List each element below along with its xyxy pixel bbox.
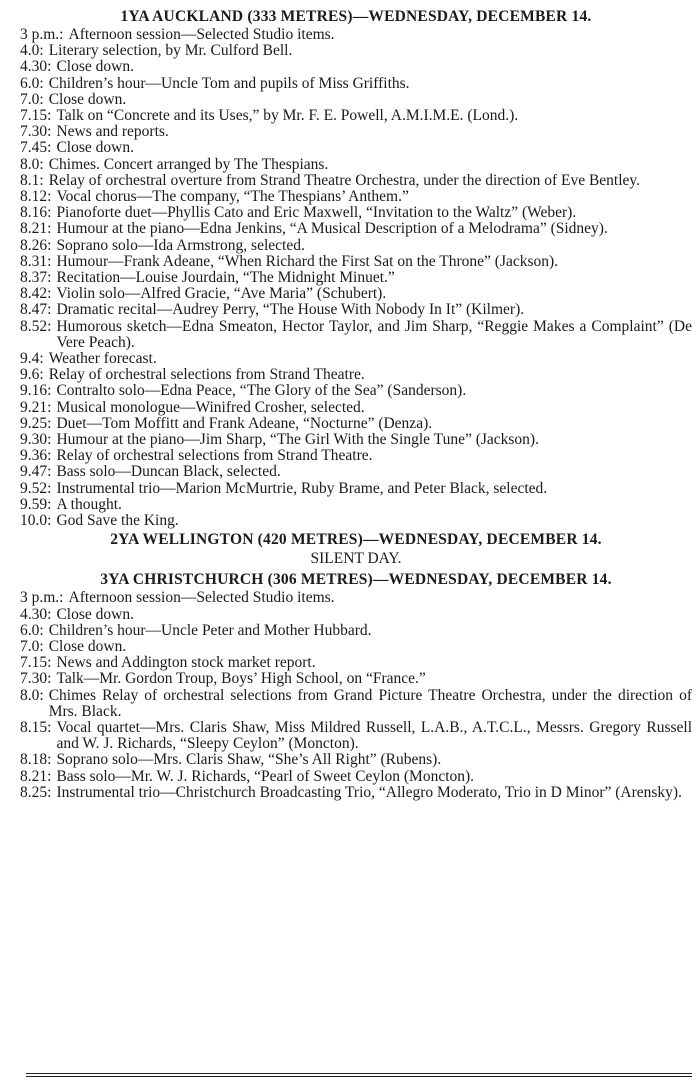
entry-time: 9.47:	[20, 463, 52, 481]
entry-time: 4.0:	[20, 42, 44, 60]
programme-entry	[20, 238, 692, 254]
entry-description: Bass solo—Duncan Black, selected.	[56, 463, 281, 481]
programme-entry	[20, 497, 692, 513]
entry-description: Humour at the piano—Jim Sharp, “The Girl With the Single Tune” (Jackson).	[56, 431, 539, 449]
entry-description: Weather forecast.	[48, 350, 157, 368]
entry-description: Talk—Mr. Gordon Troup, Boys’ High School, on “France.”	[56, 670, 426, 688]
entry-time: 8.21:	[20, 767, 52, 785]
entry-description: Soprano solo—Mrs. Claris Shaw, “She’s All Right” (Rubens).	[56, 751, 442, 769]
programme-entry	[20, 513, 692, 529]
entry-time: 9.21:	[20, 398, 52, 416]
entry-description: Dramatic recital—Audrey Perry, “The House With Nobody In It” (Kilmer).	[56, 301, 525, 319]
entry-time: 3 p.m.:	[20, 26, 64, 43]
entry-description: Children’s hour—Uncle Tom and pupils of Miss Griffiths.	[48, 74, 410, 92]
programme-entry	[20, 464, 692, 480]
entry-time: 8.18:	[20, 751, 52, 769]
programme-entry	[20, 688, 692, 720]
entry-description: Close down.	[48, 90, 127, 108]
entry-description: Violin solo—Alfred Gracie, “Ave Maria” (Schubert).	[56, 285, 387, 303]
programme-entry	[20, 92, 692, 108]
entry-time: 8.21:	[20, 220, 52, 238]
entry-time: 9.16:	[20, 382, 52, 400]
entry-description: Relay of orchestral overture from Strand Theatre Orchestra, under the direction of Eve Bentley.	[48, 171, 641, 189]
programme-entry	[20, 400, 692, 416]
entry-description: Literary selection, by Mr. Culford Bell.	[48, 42, 293, 60]
entry-description: Relay of orchestral selections from Strand Theatre.	[56, 447, 373, 465]
section-christchurch	[20, 570, 692, 801]
entry-description: Close down.	[48, 637, 127, 655]
entry-time: 7.0:	[20, 637, 44, 655]
entry-time: 4.30:	[20, 58, 52, 76]
rule-line	[26, 1076, 692, 1077]
entry-time: 9.25:	[20, 414, 52, 432]
entry-description: Duet—Tom Moffitt and Frank Adeane, “Nocturne” (Denza).	[56, 414, 433, 432]
entry-time: 8.47:	[20, 301, 52, 319]
programme-entry	[20, 270, 692, 286]
entry-time: 4.30:	[20, 605, 52, 623]
entry-time: 6.0:	[20, 621, 44, 639]
programme-entry	[20, 189, 692, 205]
station-heading: 2YA WELLINGTON (420 METRES)—WEDNESDAY, DECEMBER 14.	[110, 531, 602, 549]
entry-time: 8.16:	[20, 204, 52, 222]
entry-time: 10.0:	[20, 512, 52, 530]
programme-entry	[20, 720, 692, 752]
programme-entry	[20, 607, 692, 623]
entry-description: Contralto solo—Edna Peace, “The Glory of the Sea” (Sanderson).	[56, 382, 467, 400]
entry-time: 9.30:	[20, 431, 52, 449]
entry-description: Children’s hour—Uncle Peter and Mother Hubbard.	[48, 621, 372, 639]
programme-entry	[20, 302, 692, 318]
programme-entry	[20, 655, 692, 671]
programme-entry	[20, 432, 692, 448]
entry-description: Close down.	[56, 605, 134, 623]
entry-description: Chimes Relay of orchestral selections from Grand Picture Theatre Orchestra, under the direction of Mrs. Black.	[48, 686, 692, 720]
entry-time: 7.0:	[20, 90, 44, 108]
entry-description: Afternoon session—Selected Studio items.	[68, 26, 335, 43]
programme-entry	[20, 124, 692, 140]
entry-description: Chimes. Concert arranged by The Thespians.	[48, 155, 329, 173]
programme-entry	[20, 623, 692, 639]
entry-description: Humour—Frank Adeane, “When Richard the First Sat on the Throne” (Jackson).	[56, 252, 559, 270]
programme-entry	[20, 671, 692, 687]
entry-description: Close down.	[56, 58, 134, 76]
entry-time: 7.30:	[20, 123, 52, 141]
programme-entry	[20, 448, 692, 464]
entry-description: Instrumental trio—Christchurch Broadcasting Trio, “Allegro Moderato, Trio in D Minor” (Arensky).	[56, 783, 682, 801]
entry-time: 8.37:	[20, 269, 52, 287]
programme-entry	[20, 59, 692, 75]
rule-line	[26, 1073, 692, 1074]
entry-time: 8.0:	[20, 686, 44, 704]
silent-day-notice: SILENT DAY.	[310, 550, 402, 568]
programme-entry	[20, 27, 692, 43]
programme-entry	[20, 108, 692, 124]
station-heading: 1YA AUCKLAND (333 METRES)—WEDNESDAY, DECEMBER 14.	[120, 8, 592, 25]
entry-description: Afternoon session—Selected Studio items.	[68, 589, 335, 607]
entry-time: 6.0:	[20, 74, 44, 92]
entry-description: News and reports.	[56, 123, 169, 141]
programme-entry	[20, 416, 692, 432]
entry-time: 3 p.m.:	[20, 589, 64, 607]
entry-description: Bass solo—Mr. W. J. Richards, “Pearl of Sweet Ceylon (Moncton).	[56, 767, 475, 785]
entry-time: 9.52:	[20, 479, 52, 497]
entry-time: 8.15:	[20, 718, 52, 736]
entry-description: Vocal quartet—Mrs. Claris Shaw, Miss Mildred Russell, L.A.B., A.T.C.L., Messrs. Gregory Russell and W. J. Richards, “Sleepy Ceylon” (Moncton).	[56, 718, 692, 753]
entry-time: 8.26:	[20, 236, 52, 254]
programme-list	[20, 590, 692, 801]
programme-entry	[20, 43, 692, 59]
entry-time: 7.45:	[20, 139, 52, 157]
programme-entry	[20, 367, 692, 383]
entry-time: 9.6:	[20, 366, 44, 384]
entry-description: A thought.	[56, 495, 122, 513]
programme-entry	[20, 752, 692, 768]
entry-description: Vocal chorus—The company, “The Thespians’ Anthem.”	[56, 188, 409, 206]
programme-entry	[20, 173, 692, 189]
programme-entry	[20, 785, 692, 801]
entry-description: Pianoforte duet—Phyllis Cato and Eric Maxwell, “Invitation to the Waltz” (Weber).	[56, 204, 577, 222]
entry-description: Humour at the piano—Edna Jenkins, “A Musical Description of a Melodrama” (Sidney).	[56, 220, 608, 238]
entry-time: 9.59:	[20, 495, 52, 513]
programme-entry	[20, 319, 692, 351]
programme-entry	[20, 481, 692, 497]
entry-description: Soprano solo—Ida Armstrong, selected.	[56, 236, 305, 254]
entry-time: 8.1:	[20, 171, 44, 189]
section-wellington	[20, 530, 692, 568]
programme-entry	[20, 140, 692, 156]
entry-description: Close down.	[56, 139, 134, 157]
entry-description: News and Addington stock market report.	[56, 654, 316, 672]
entry-description: Relay of orchestral selections from Strand Theatre.	[48, 366, 365, 384]
programme-entry	[20, 254, 692, 270]
programme-entry	[20, 157, 692, 173]
station-heading: 3YA CHRISTCHURCH (306 METRES)—WEDNESDAY, DECEMBER 14.	[100, 571, 612, 589]
programme-entry	[20, 221, 692, 237]
entry-time: 8.25:	[20, 783, 52, 801]
bottom-double-rule	[26, 1073, 692, 1079]
programme-entry	[20, 286, 692, 302]
programme-entry	[20, 76, 692, 92]
programme-entry	[20, 769, 692, 785]
entry-time: 8.42:	[20, 285, 52, 303]
entry-description: Instrumental trio—Marion McMurtrie, Ruby Brame, and Peter Black, selected.	[56, 479, 548, 497]
entry-time: 9.36:	[20, 447, 52, 465]
programme-entry	[20, 351, 692, 367]
entry-description: Talk on “Concrete and its Uses,” by Mr. F. E. Powell, A.M.I.M.E. (Lond.).	[56, 107, 519, 125]
entry-time: 9.4:	[20, 350, 44, 368]
entry-time: 8.0:	[20, 155, 44, 173]
entry-time: 8.31:	[20, 252, 52, 270]
programme-entry	[20, 205, 692, 221]
entry-description: Humorous sketch—Edna Smeaton, Hector Taylor, and Jim Sharp, “Reggie Makes a Complaint” (De Vere Peach).	[56, 317, 692, 351]
entry-time: 7.30:	[20, 670, 52, 688]
entry-time: 8.12:	[20, 188, 52, 206]
programme-list	[20, 27, 692, 529]
entry-time: 8.52:	[20, 317, 52, 335]
entry-description: Musical monologue—Winifred Crosher, selected.	[56, 398, 365, 416]
entry-description: God Save the King.	[56, 512, 179, 530]
entry-description: Recitation—Louise Jourdain, “The Midnight Minuet.”	[56, 269, 395, 287]
entry-time: 7.15:	[20, 107, 52, 125]
programme-entry	[20, 639, 692, 655]
entry-time: 7.15:	[20, 654, 52, 672]
programme-entry	[20, 590, 692, 606]
programme-entry	[20, 383, 692, 399]
section-auckland	[20, 7, 692, 529]
